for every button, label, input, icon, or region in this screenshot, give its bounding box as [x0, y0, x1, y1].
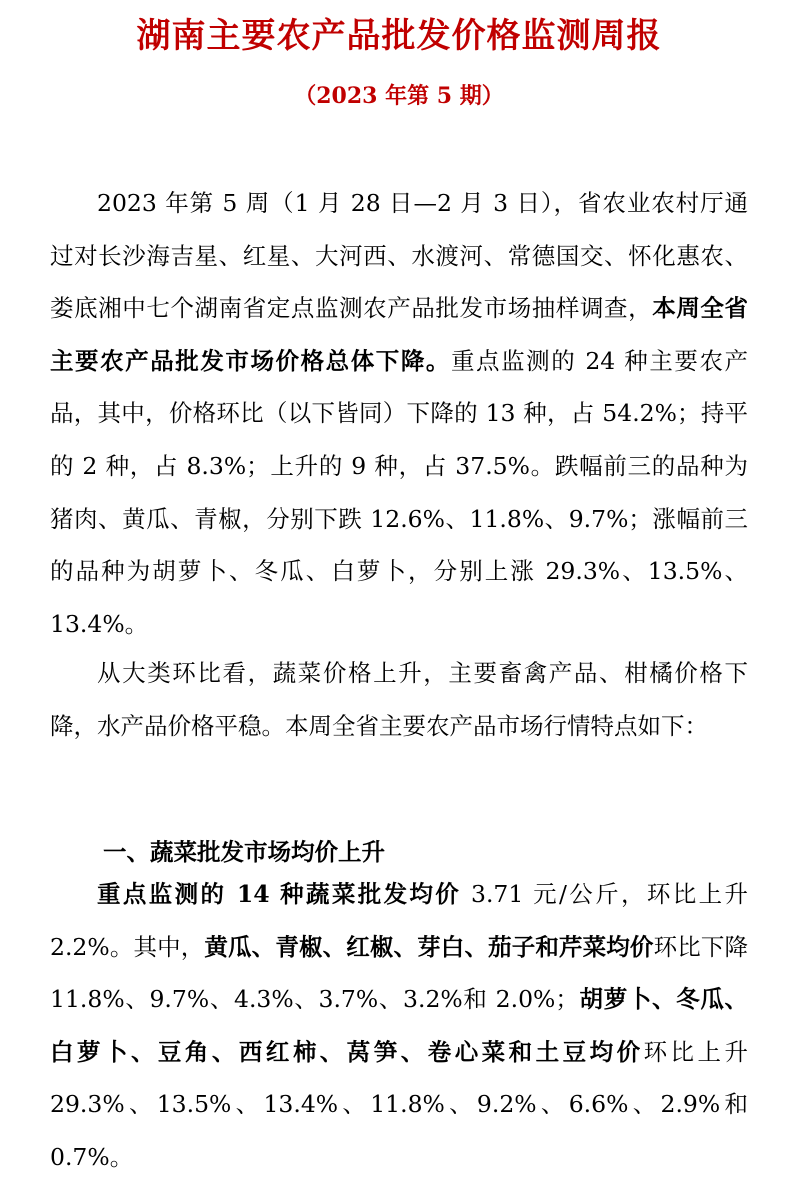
summary-highlight: 本周全省主要农产品批发市场价格总体下降。 — [50, 294, 749, 375]
vegetable-text-2: 环比下降 11.8%、9.7%、4.3%、3.7%、3.2%和 2.0%； — [50, 932, 748, 1014]
vegetable-bold-1: 重点监测的 14 种蔬菜批发均价 — [97, 880, 462, 908]
vegetable-bold-2: 黄瓜、青椒、红椒、芽白、茄子和芹菜均价 — [204, 932, 654, 961]
summary-text-2: 重点监测的 24 种主要农产品，其中，价格环比（以下皆同）下降的 13 种，占 54.2%；持平的 2 种，占 8.3%；上升的 9 种，占 37.5%。跌幅前三的品种为猪肉、黄瓜、青椒，分别下跌 12.6%、11.8%、9.7%；涨幅前三的品种为胡萝卜、冬瓜、白萝卜，分别上涨 29.3%、13.5%、13.4%。 — [50, 346, 749, 638]
vegetable-text-3: 环比上升 29.3%、13.5%、13.4%、11.8%、9.2%、6.6%、2.9%和 0.7%。 — [50, 1037, 749, 1171]
vegetable-text-1: 3.71 元/公斤，环比上升 2.2%。其中， — [50, 880, 748, 961]
summary-text-1: 2023 年第 5 周（1 月 28 日—2 月 3 日），省农业农村厅通过对长沙海吉星、红星、大河西、水渡河、常德国交、怀化惠农、娄底湘中七个湖南省定点监测农产品批发市场抽样调查， — [50, 189, 748, 323]
report-title: 湖南主要农产品批发价格监测周报 — [136, 16, 662, 56]
category-overview-text: 从大类环比看，蔬菜价格上升，主要畜禽产品、柑橘价格下降，水产品价格平稳。本周全省主要农产品市场行情特点如下： — [50, 659, 748, 740]
vegetable-bold-3: 胡萝卜、冬瓜、白萝卜、豆角、西红柿、莴笋、卷心菜和土豆均价 — [50, 985, 749, 1066]
vegetable-paragraph — [50, 868, 748, 1184]
section-heading-vegetables: 一、蔬菜批发市场均价上升 — [103, 838, 385, 866]
summary-paragraph — [50, 177, 748, 650]
category-overview-paragraph — [50, 647, 748, 752]
issue-number: （2023 年第 5 期） — [294, 83, 504, 109]
